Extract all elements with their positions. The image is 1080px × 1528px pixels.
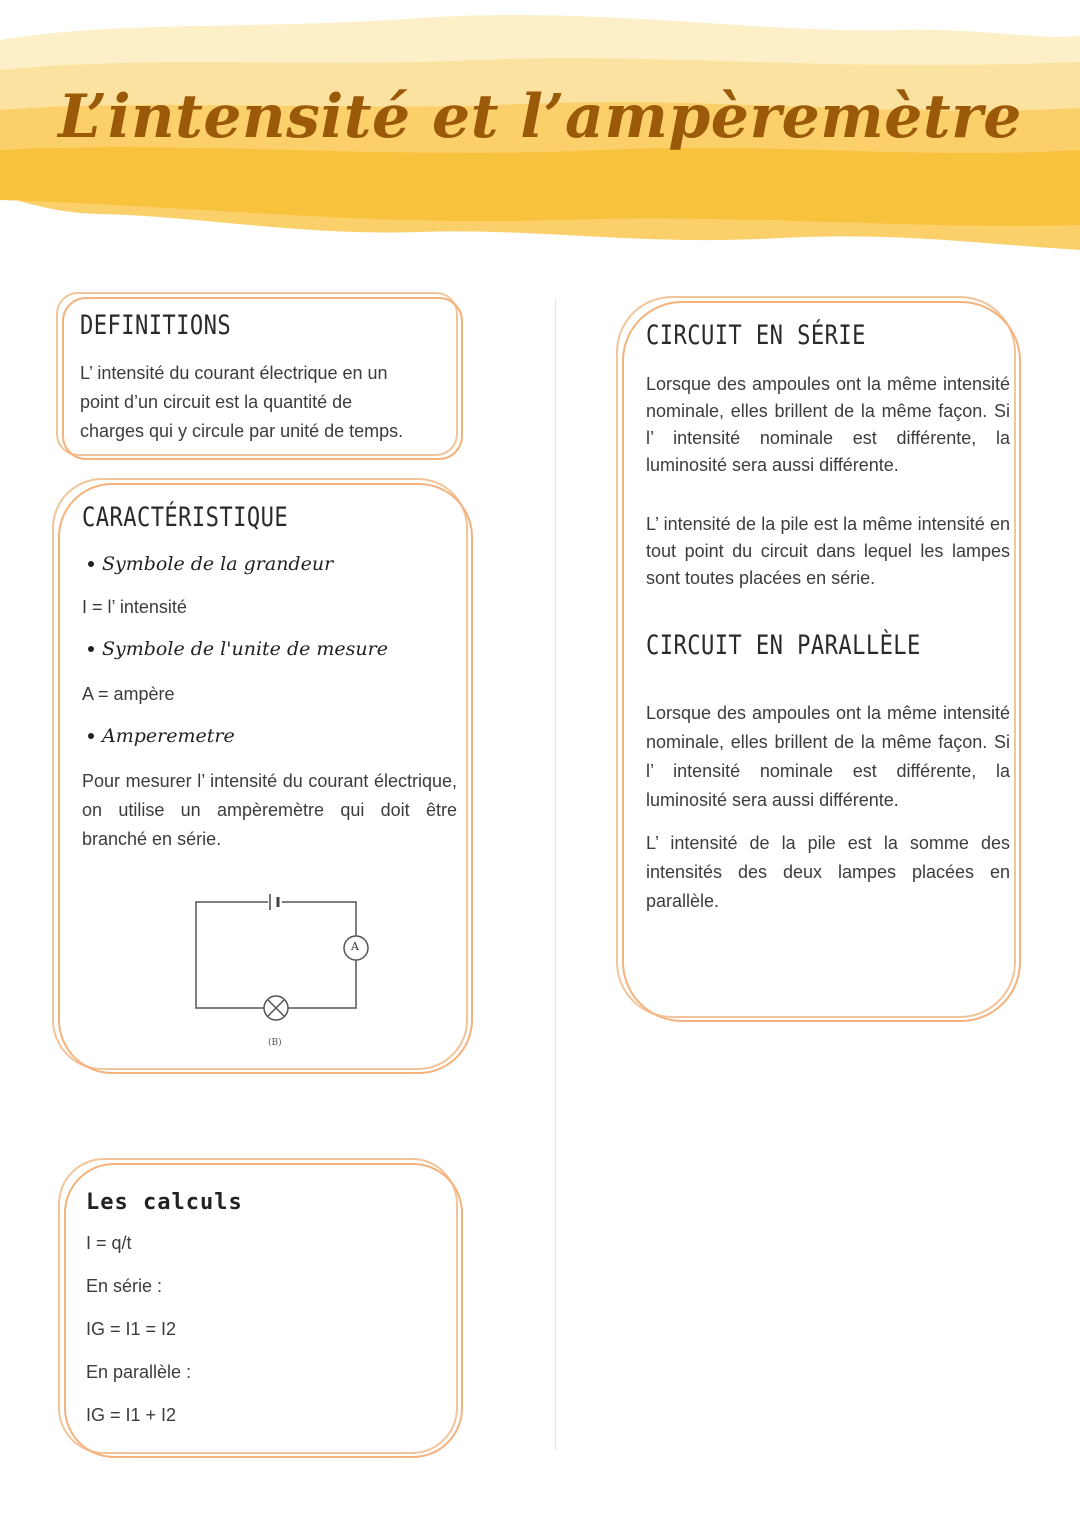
serie-formula: IG = I1 = I2 bbox=[86, 1319, 177, 1339]
parallele-formula: IG = I1 + I2 bbox=[86, 1405, 177, 1425]
bullet-unite bbox=[88, 638, 460, 660]
bullet-unite-label: Symbole de l'unite de mesure bbox=[102, 638, 388, 660]
diagram-caption: (B) bbox=[268, 1038, 282, 1048]
bullet-dot-icon bbox=[88, 561, 94, 567]
battery-icon bbox=[268, 894, 282, 910]
calculs-card bbox=[58, 1158, 458, 1454]
bullet-amperemetre bbox=[88, 725, 460, 747]
formula-intensite: I = q/t bbox=[86, 1233, 132, 1253]
header-banner bbox=[0, 0, 1080, 260]
unite-value: A = ampère bbox=[82, 684, 175, 704]
serie-heading: CIRCUIT EN SÉRIE bbox=[646, 320, 866, 351]
calculs-heading: Les calculs bbox=[86, 1190, 243, 1215]
circuit-diagram bbox=[188, 894, 378, 1054]
definitions-heading: DEFINITIONS bbox=[80, 310, 232, 341]
parallele-label: En parallèle : bbox=[86, 1362, 192, 1382]
definitions-line: point d’un circuit est la quantité de bbox=[80, 392, 353, 412]
circuits-card bbox=[616, 296, 1016, 1018]
bullet-dot-icon bbox=[88, 733, 94, 739]
column-divider bbox=[555, 300, 556, 1450]
parallele-paragraph-1: Lorsque des ampoules ont la même intensité nominale, elles brillent de la même façon. Si l’ intensité nominale est différente, la luminosité sera aussi différente. bbox=[646, 703, 1010, 810]
amperemetre-text: Pour mesurer l’ intensité du courant électrique, on utilise un ampèremètre qui doit être branché en série. bbox=[82, 771, 457, 849]
definitions-card bbox=[56, 292, 458, 456]
ammeter-label: A bbox=[351, 940, 359, 953]
parallele-paragraph-2: L’ intensité de la pile est la somme des intensités des deux lampes placées en parallèle. bbox=[646, 833, 1010, 911]
serie-paragraph-1: Lorsque des ampoules ont la même intensité nominale, elles brillent de la même façon. Si l’ intensité nominale est différente, la luminosité sera aussi différente. bbox=[646, 374, 1010, 475]
definitions-line: charges qui y circule par unité de temps. bbox=[80, 421, 404, 441]
grandeur-value: I = l’ intensité bbox=[82, 597, 187, 617]
serie-label: En série : bbox=[86, 1276, 163, 1296]
serie-paragraph-2: L’ intensité de la pile est la même intensité en tout point du circuit dans lequel les lampes sont toutes placées en série. bbox=[646, 514, 1010, 588]
bullet-grandeur-label: Symbole de la grandeur bbox=[102, 553, 334, 575]
caracteristique-card bbox=[52, 478, 468, 1070]
lamp-icon bbox=[264, 996, 288, 1020]
bullet-amperemetre-label: Amperemetre bbox=[102, 725, 235, 747]
definitions-line: L’ intensité du courant électrique en un bbox=[80, 363, 388, 383]
caracteristique-heading: CARACTÉRISTIQUE bbox=[82, 502, 289, 533]
bullet-grandeur bbox=[88, 553, 460, 575]
parallele-heading: CIRCUIT EN PARALLÈLE bbox=[646, 630, 921, 661]
bullet-dot-icon bbox=[88, 646, 94, 652]
page-title: L’intensité et l’ampèremètre bbox=[58, 82, 1022, 152]
